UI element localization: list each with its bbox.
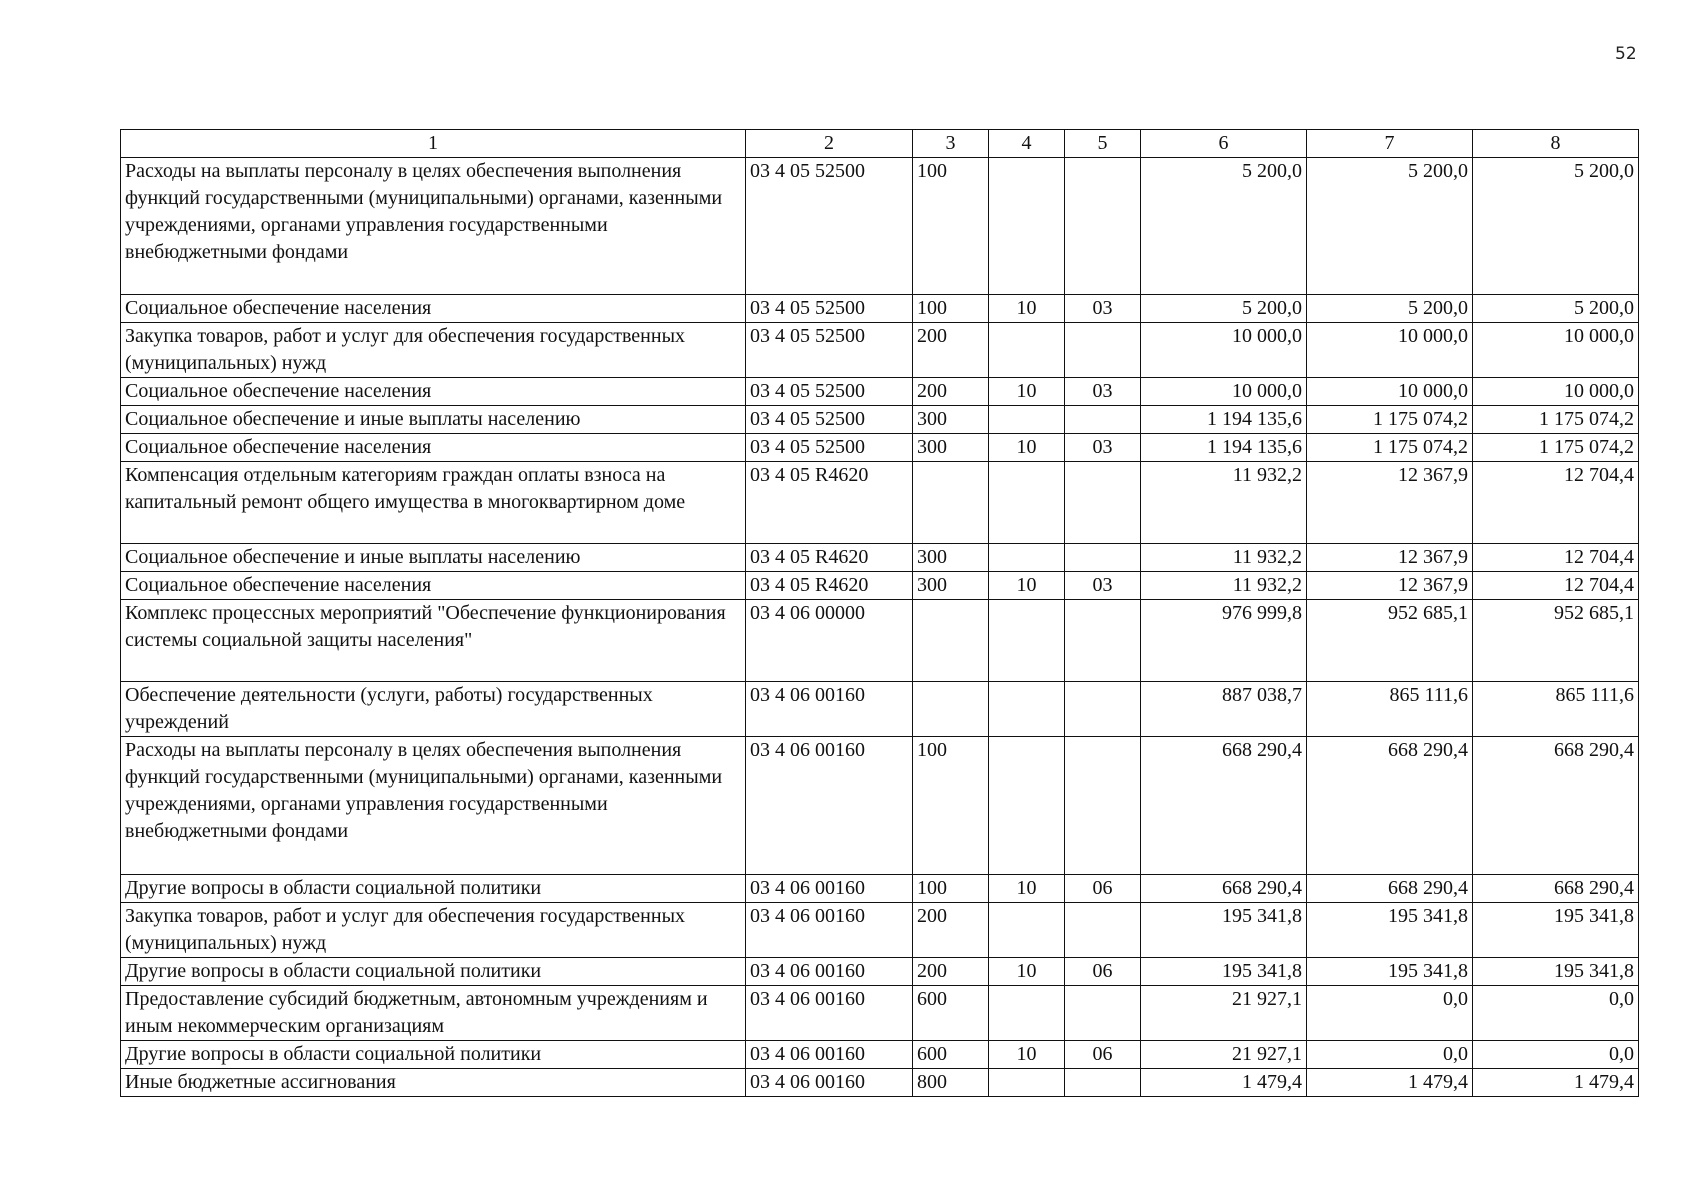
section-cell <box>989 600 1065 682</box>
amount-col6-cell: 1 479,4 <box>1141 1069 1307 1097</box>
expense-name-cell: Расходы на выплаты персоналу в целях обеспечения выполнения функций государственными (муниципальными) органами, казенными учреждениями, органами управления государственными внебюджетными фондами <box>121 158 746 295</box>
target-code-cell: 03 4 06 00160 <box>746 875 913 903</box>
amount-col7-cell: 1 479,4 <box>1307 1069 1473 1097</box>
table-row <box>121 737 1639 875</box>
table-row <box>121 378 1639 406</box>
section-cell <box>989 1069 1065 1097</box>
target-code-cell: 03 4 06 00160 <box>746 737 913 875</box>
table-row <box>121 682 1639 737</box>
table-row <box>121 544 1639 572</box>
target-code-cell: 03 4 05 52500 <box>746 378 913 406</box>
subsection-cell <box>1065 158 1141 295</box>
amount-col6-cell: 21 927,1 <box>1141 1041 1307 1069</box>
section-cell: 10 <box>989 378 1065 406</box>
amount-col8-cell: 12 704,4 <box>1473 572 1639 600</box>
subsection-cell <box>1065 462 1141 544</box>
amount-col8-cell: 10 000,0 <box>1473 323 1639 378</box>
header-cell-7: 7 <box>1307 130 1473 158</box>
subsection-cell <box>1065 986 1141 1041</box>
amount-col8-cell: 195 341,8 <box>1473 903 1639 958</box>
target-code-cell: 03 4 06 00160 <box>746 682 913 737</box>
expense-type-cell: 200 <box>913 903 989 958</box>
target-code-cell: 03 4 05 52500 <box>746 434 913 462</box>
table-row <box>121 323 1639 378</box>
expense-name-cell: Обеспечение деятельности (услуги, работы) государственных учреждений <box>121 682 746 737</box>
expense-name-cell: Закупка товаров, работ и услуг для обеспечения государственных (муниципальных) нужд <box>121 323 746 378</box>
expense-name-cell: Расходы на выплаты персоналу в целях обеспечения выполнения функций государственными (муниципальными) органами, казенными учреждениями, органами управления государственными внебюджетными фондами <box>121 737 746 875</box>
expense-name-cell: Закупка товаров, работ и услуг для обеспечения государственных (муниципальных) нужд <box>121 903 746 958</box>
amount-col6-cell: 5 200,0 <box>1141 295 1307 323</box>
header-cell-1: 1 <box>121 130 746 158</box>
subsection-cell: 03 <box>1065 295 1141 323</box>
subsection-cell <box>1065 1069 1141 1097</box>
amount-col8-cell: 0,0 <box>1473 986 1639 1041</box>
table-row <box>121 903 1639 958</box>
amount-col7-cell: 12 367,9 <box>1307 572 1473 600</box>
amount-col6-cell: 1 194 135,6 <box>1141 406 1307 434</box>
section-cell <box>989 737 1065 875</box>
amount-col6-cell: 5 200,0 <box>1141 158 1307 295</box>
section-cell <box>989 406 1065 434</box>
expense-type-cell: 300 <box>913 544 989 572</box>
amount-col6-cell: 195 341,8 <box>1141 903 1307 958</box>
expense-name-cell: Социальное обеспечение и иные выплаты населению <box>121 406 746 434</box>
amount-col6-cell: 11 932,2 <box>1141 572 1307 600</box>
target-code-cell: 03 4 05 R4620 <box>746 544 913 572</box>
table-row <box>121 295 1639 323</box>
expense-name-cell: Другие вопросы в области социальной политики <box>121 958 746 986</box>
subsection-cell <box>1065 323 1141 378</box>
subsection-cell: 06 <box>1065 875 1141 903</box>
expense-type-cell: 300 <box>913 434 989 462</box>
expense-type-cell <box>913 600 989 682</box>
expense-type-cell: 200 <box>913 378 989 406</box>
amount-col8-cell: 5 200,0 <box>1473 158 1639 295</box>
header-cell-4: 4 <box>989 130 1065 158</box>
table-row <box>121 158 1639 295</box>
amount-col7-cell: 1 175 074,2 <box>1307 434 1473 462</box>
amount-col8-cell: 1 479,4 <box>1473 1069 1639 1097</box>
table-row <box>121 462 1639 544</box>
budget-table <box>120 129 1639 1097</box>
section-cell: 10 <box>989 958 1065 986</box>
expense-name-cell: Другие вопросы в области социальной политики <box>121 875 746 903</box>
amount-col7-cell: 668 290,4 <box>1307 875 1473 903</box>
section-cell: 10 <box>989 1041 1065 1069</box>
subsection-cell: 03 <box>1065 378 1141 406</box>
table-row <box>121 1069 1639 1097</box>
header-cell-2: 2 <box>746 130 913 158</box>
header-row <box>121 130 1639 158</box>
expense-name-cell: Комплекс процессных мероприятий "Обеспечение функционирования системы социальной защиты населения" <box>121 600 746 682</box>
target-code-cell: 03 4 05 52500 <box>746 158 913 295</box>
section-cell <box>989 986 1065 1041</box>
table-row <box>121 572 1639 600</box>
expense-name-cell: Предоставление субсидий бюджетным, автономным учреждениям и иным некоммерческим организациям <box>121 986 746 1041</box>
amount-col7-cell: 865 111,6 <box>1307 682 1473 737</box>
amount-col7-cell: 195 341,8 <box>1307 903 1473 958</box>
target-code-cell: 03 4 06 00160 <box>746 903 913 958</box>
amount-col6-cell: 668 290,4 <box>1141 737 1307 875</box>
expense-name-cell: Другие вопросы в области социальной политики <box>121 1041 746 1069</box>
target-code-cell: 03 4 06 00000 <box>746 600 913 682</box>
amount-col8-cell: 952 685,1 <box>1473 600 1639 682</box>
amount-col6-cell: 21 927,1 <box>1141 986 1307 1041</box>
subsection-cell <box>1065 737 1141 875</box>
amount-col7-cell: 952 685,1 <box>1307 600 1473 682</box>
expense-name-cell: Социальное обеспечение населения <box>121 572 746 600</box>
amount-col6-cell: 11 932,2 <box>1141 544 1307 572</box>
section-cell <box>989 544 1065 572</box>
amount-col6-cell: 1 194 135,6 <box>1141 434 1307 462</box>
section-cell <box>989 682 1065 737</box>
amount-col6-cell: 887 038,7 <box>1141 682 1307 737</box>
table-row <box>121 875 1639 903</box>
amount-col6-cell: 10 000,0 <box>1141 323 1307 378</box>
expense-type-cell: 300 <box>913 572 989 600</box>
subsection-cell <box>1065 544 1141 572</box>
amount-col7-cell: 5 200,0 <box>1307 158 1473 295</box>
amount-col8-cell: 668 290,4 <box>1473 875 1639 903</box>
amount-col7-cell: 12 367,9 <box>1307 462 1473 544</box>
expense-type-cell: 600 <box>913 986 989 1041</box>
section-cell: 10 <box>989 572 1065 600</box>
amount-col7-cell: 668 290,4 <box>1307 737 1473 875</box>
subsection-cell <box>1065 600 1141 682</box>
amount-col6-cell: 11 932,2 <box>1141 462 1307 544</box>
header-cell-5: 5 <box>1065 130 1141 158</box>
amount-col8-cell: 1 175 074,2 <box>1473 406 1639 434</box>
expense-name-cell: Иные бюджетные ассигнования <box>121 1069 746 1097</box>
amount-col7-cell: 1 175 074,2 <box>1307 406 1473 434</box>
subsection-cell <box>1065 406 1141 434</box>
amount-col8-cell: 5 200,0 <box>1473 295 1639 323</box>
amount-col8-cell: 12 704,4 <box>1473 462 1639 544</box>
header-cell-8: 8 <box>1473 130 1639 158</box>
expense-type-cell: 100 <box>913 158 989 295</box>
section-cell: 10 <box>989 875 1065 903</box>
amount-col8-cell: 1 175 074,2 <box>1473 434 1639 462</box>
amount-col7-cell: 0,0 <box>1307 1041 1473 1069</box>
target-code-cell: 03 4 06 00160 <box>746 986 913 1041</box>
subsection-cell <box>1065 903 1141 958</box>
table-row <box>121 1041 1639 1069</box>
table-row <box>121 406 1639 434</box>
table-row <box>121 434 1639 462</box>
section-cell: 10 <box>989 434 1065 462</box>
expense-type-cell: 100 <box>913 295 989 323</box>
amount-col7-cell: 10 000,0 <box>1307 323 1473 378</box>
amount-col7-cell: 5 200,0 <box>1307 295 1473 323</box>
table-row <box>121 958 1639 986</box>
target-code-cell: 03 4 05 R4620 <box>746 462 913 544</box>
expense-type-cell: 600 <box>913 1041 989 1069</box>
target-code-cell: 03 4 06 00160 <box>746 958 913 986</box>
expense-name-cell: Социальное обеспечение населения <box>121 434 746 462</box>
target-code-cell: 03 4 05 52500 <box>746 323 913 378</box>
section-cell <box>989 158 1065 295</box>
target-code-cell: 03 4 05 52500 <box>746 406 913 434</box>
section-cell: 10 <box>989 295 1065 323</box>
section-cell <box>989 323 1065 378</box>
header-cell-3: 3 <box>913 130 989 158</box>
expense-type-cell: 100 <box>913 737 989 875</box>
amount-col8-cell: 668 290,4 <box>1473 737 1639 875</box>
amount-col7-cell: 0,0 <box>1307 986 1473 1041</box>
amount-col8-cell: 195 341,8 <box>1473 958 1639 986</box>
subsection-cell <box>1065 682 1141 737</box>
amount-col8-cell: 0,0 <box>1473 1041 1639 1069</box>
target-code-cell: 03 4 06 00160 <box>746 1069 913 1097</box>
expense-type-cell: 100 <box>913 875 989 903</box>
amount-col8-cell: 10 000,0 <box>1473 378 1639 406</box>
amount-col7-cell: 12 367,9 <box>1307 544 1473 572</box>
amount-col6-cell: 668 290,4 <box>1141 875 1307 903</box>
expense-name-cell: Социальное обеспечение населения <box>121 295 746 323</box>
section-cell <box>989 903 1065 958</box>
expense-type-cell <box>913 462 989 544</box>
table-row <box>121 600 1639 682</box>
amount-col6-cell: 10 000,0 <box>1141 378 1307 406</box>
page-number: 52 <box>1615 44 1637 64</box>
amount-col7-cell: 195 341,8 <box>1307 958 1473 986</box>
expense-name-cell: Компенсация отдельным категориям граждан оплаты взноса на капитальный ремонт общего имущества в многоквартирном доме <box>121 462 746 544</box>
expense-type-cell <box>913 682 989 737</box>
subsection-cell: 06 <box>1065 958 1141 986</box>
expense-name-cell: Социальное обеспечение и иные выплаты населению <box>121 544 746 572</box>
expense-type-cell: 200 <box>913 323 989 378</box>
expense-type-cell: 300 <box>913 406 989 434</box>
target-code-cell: 03 4 05 R4620 <box>746 572 913 600</box>
target-code-cell: 03 4 05 52500 <box>746 295 913 323</box>
amount-col8-cell: 865 111,6 <box>1473 682 1639 737</box>
expense-name-cell: Социальное обеспечение населения <box>121 378 746 406</box>
expense-type-cell: 200 <box>913 958 989 986</box>
amount-col8-cell: 12 704,4 <box>1473 544 1639 572</box>
amount-col7-cell: 10 000,0 <box>1307 378 1473 406</box>
table-row <box>121 986 1639 1041</box>
amount-col6-cell: 195 341,8 <box>1141 958 1307 986</box>
target-code-cell: 03 4 06 00160 <box>746 1041 913 1069</box>
section-cell <box>989 462 1065 544</box>
subsection-cell: 03 <box>1065 572 1141 600</box>
amount-col6-cell: 976 999,8 <box>1141 600 1307 682</box>
subsection-cell: 06 <box>1065 1041 1141 1069</box>
expense-type-cell: 800 <box>913 1069 989 1097</box>
header-cell-6: 6 <box>1141 130 1307 158</box>
subsection-cell: 03 <box>1065 434 1141 462</box>
